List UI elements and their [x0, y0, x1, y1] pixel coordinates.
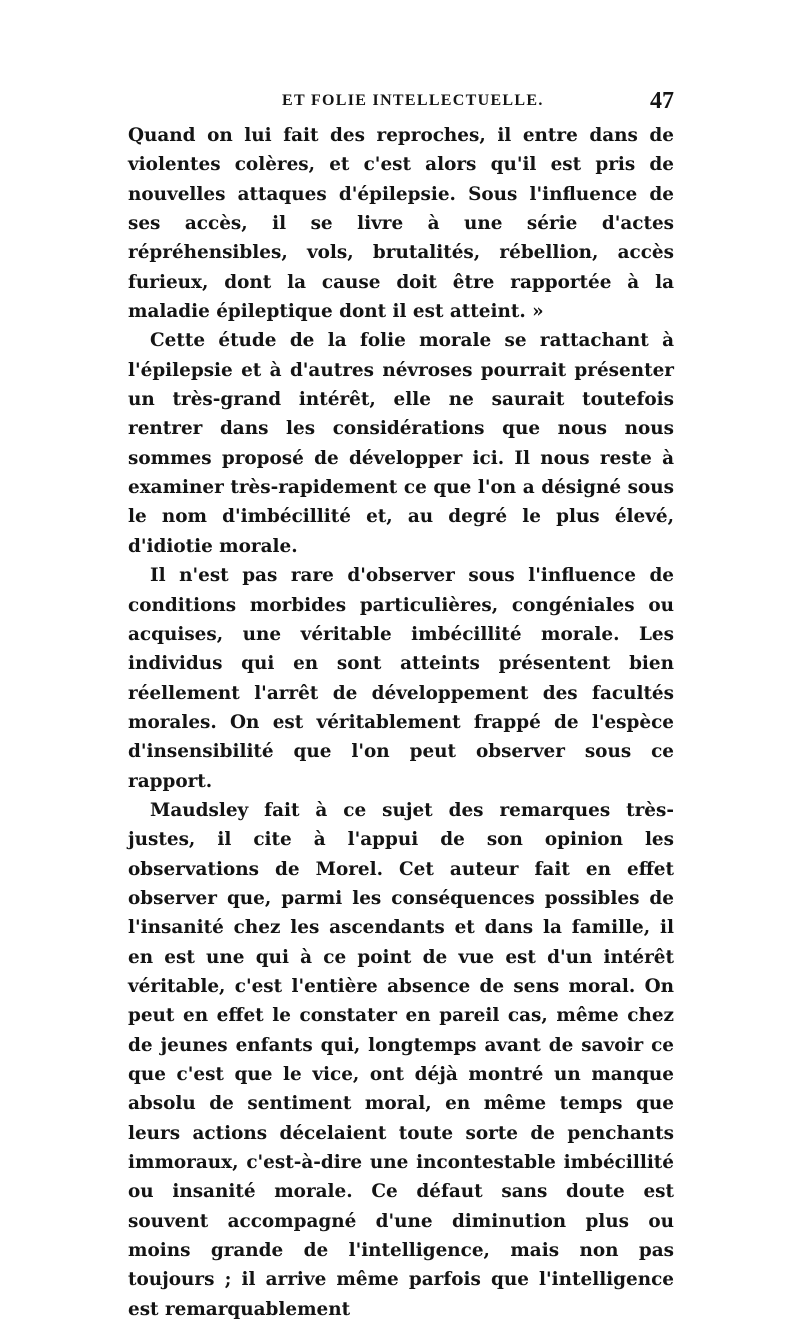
paragraph-3: Il n'est pas rare d'observer sous l'influence de conditions morbides particulières, congéniales ou acquises, une véritable imbécillité morale. Les individus qui en sont atteints présentent bien réellement l'arrêt de développement des facultés morales. On est véritablement frappé de l'espèce d'insensibilité que l'on peut observer sous ce rapport.: [128, 565, 674, 792]
paragraph-4: Maudsley fait à ce sujet des remarques très-justes, il cite à l'appui de son opinion les observations de Morel. Cet auteur fait en effet observer que, parmi les conséquences possibles de l'insanité chez les ascendants et dans la famille, il en est une qui à ce point de vue est d'un intérêt véritable, c'est l'entière absence de sens moral. On peut en effet le constater en pareil cas, même chez de jeunes enfants qui, longtemps avant de savoir ce que c'est que le vice, ont déjà montré un manque absolu de sentiment moral, en même temps que leurs actions décelaient toute sorte de penchants immoraux, c'est-à-dire une incontestable imbécillité ou insanité morale. Ce défaut sans doute est souvent accompagné d'une diminution plus ou moins grande de l'intelligence, mais non pas toujours ; il arrive même parfois que l'intelligence est remarquablement: [128, 799, 674, 1320]
body-text: [128, 121, 674, 1324]
paragraph-2: Cette étude de la folie morale se rattachant à l'épilepsie et à d'autres névroses pourrait présenter un très-grand intérêt, elle ne saurait toutefois rentrer dans les considérations que nous nous sommes proposé de développer ici. Il nous reste à examiner très-rapidement ce que l'on a désigné sous le nom d'imbécillité et, au degré le plus élevé, d'idiotie morale.: [128, 330, 674, 557]
paragraph-1: Quand on lui fait des reproches, il entre dans de violentes colères, et c'est alors qu'il est pris de nouvelles attaques d'épilepsie. Sous l'influence de ses accès, il se livre à une série d'actes répréhensibles, vols, brutalités, rébellion, accès furieux, dont la cause doit être rapportée à la maladie épileptique dont il est atteint. »: [128, 125, 674, 323]
running-title: ET FOLIE INTELLECTUELLE.: [282, 92, 544, 109]
page-number: 47: [650, 88, 674, 114]
running-head: [128, 88, 674, 118]
